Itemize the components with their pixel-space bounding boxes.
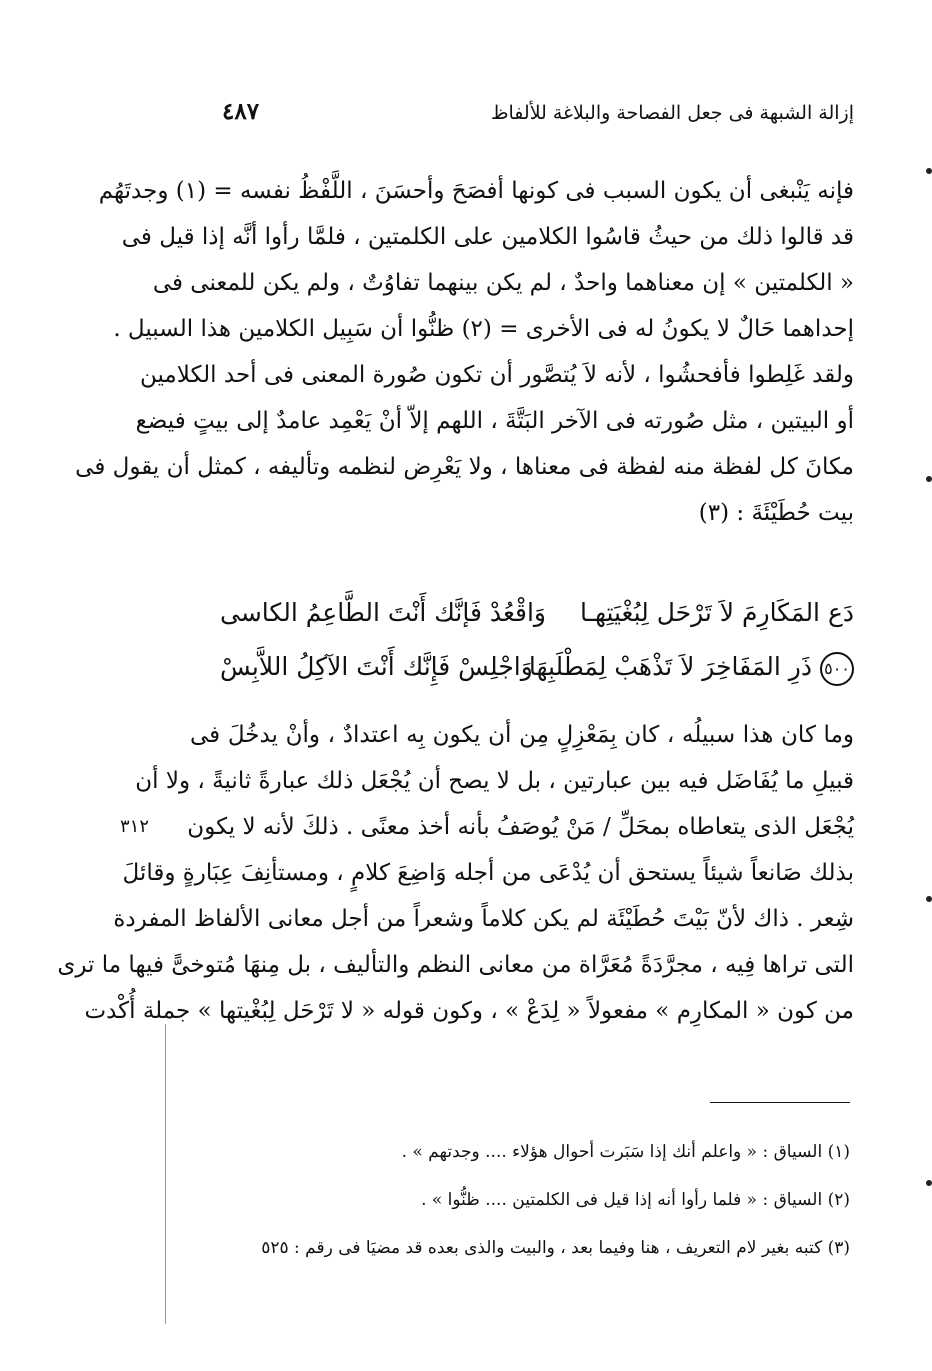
footnote-divider xyxy=(710,1102,850,1103)
poetry-verses xyxy=(220,586,854,694)
text-line: « الكلمتين » إن معناهما واحدٌ ، لم يكن بينهما تفاوُتٌ ، ولم يكن للمعنى فى xyxy=(152,270,854,296)
verse-second-hemistich: وَاجْلِسْ فَإِنَّك أَنْتَ الآكِلُ اللاَّبِسْ xyxy=(220,652,533,681)
text-line: شِعر . ذاك لأنّ بَيْتَ حُطَيْئَة لم يكن كلاماً وشعراً من أجل معانى الألفاظ المفردة xyxy=(113,906,854,932)
footnote: (١) السياق : « واعلم أنك إذا سَبَرت أحوال هؤلاء .... وجدتهم » . xyxy=(401,1142,850,1162)
text-line: وما كان هذا سبيلُه ، كان بِمَعْزِلٍ مِن أن يكون بِه اعتدادٌ ، وأنْ يدخُلَ فى xyxy=(190,722,854,748)
scan-edge-mark xyxy=(926,896,932,902)
verse-number-badge: ٥٠٠ xyxy=(820,652,854,686)
header-title: إزالة الشبهة فى جعل الفصاحة والبلاغة للألفاظ xyxy=(490,102,854,124)
footnote: (٣) كتبه بغير لام التعريف ، هنا وفيما بعد ، والبيت والذى بعده قد مضيَا فى رقم : ٥٢٥ xyxy=(261,1238,850,1258)
text-line: فإنه يَنْبغى أن يكون السبب فى كونها أفصَحَ وأحسَنَ ، اللَّفْظُ نفسه = (١) وجدتَهُم xyxy=(98,178,854,204)
running-header xyxy=(222,98,854,138)
verse-second-hemistich: وَاقْعُدْ فَإنَّك أَنْتَ الطَّاعِمُ الكاسى xyxy=(220,598,547,627)
scan-edge-mark xyxy=(926,476,932,482)
verse-line xyxy=(220,586,854,640)
margin-rule xyxy=(165,1024,166,1324)
text-line: بيت حُطَيْئَةَ : (٣) xyxy=(698,500,854,526)
text-line: التى تراها فِيه ، مجرَّدَةً مُعَرَّاة من معانى النظم والتأليف ، بل مِنهَا مُتوخىًّ فيها ما ترى xyxy=(57,952,854,978)
text-line: أو البيتين ، مثل صُورته فى الآخر البَتَّةَ ، اللهم إلاّ أنْ يَعْمِد عامدٌ إلى بيتٍ فيضع xyxy=(135,408,854,434)
margin-reference-number: ٣١٢ xyxy=(120,816,150,837)
text-line: قد قالوا ذلك من حيثُ قاسُوا الكلامين على الكلمتين ، فلمَّا رأوا أنَّه إذا قيل فى xyxy=(121,224,854,250)
verse-first-hemistich: دَع المَكَارِمَ لاَ تَرْحَل لِبُغْيَتِهـا xyxy=(580,598,854,627)
scan-edge-mark xyxy=(926,168,932,174)
footnote: (٢) السياق : « فلما رأوا أنه إذا قيل فى الكلمتين .... ظنُّوا » . xyxy=(421,1190,850,1210)
text-line: قبيلِ ما يُفَاضَل فيه بين عبارتين ، بل لا يصح أن يُجْعَل ذلك عبارةً ثانيةً ، ولا أن xyxy=(135,768,854,794)
text-line: بذلك صَانعاً شيئاً يستحق أن يُدْعَى من أجله وَاضِعَ كلامٍ ، ومستأنِفَ عِبَارةٍ وقائلَ xyxy=(122,860,854,886)
paragraph-top xyxy=(75,168,854,536)
verse-first-hemistich-wrap xyxy=(529,640,854,694)
scan-edge-mark xyxy=(926,1180,932,1186)
footnotes xyxy=(200,1128,850,1272)
text-line: إحداهما حَالٌ لا يكونُ له فى الأخرى = (٢) ظنُّوا أن سَبِيل الكلامين هذا السبيل . xyxy=(113,316,854,342)
text-line: يُجْعَل الذى يتعاطاه بمحَلِّ / مَنْ يُوصَفُ بأنه أخذ معنًى . ذلكَ لأنه لا يكون xyxy=(187,814,854,840)
verse-first-hemistich: ذَرِ المَفَاخِرَ لاَ تَذْهَبْ لِمَطْلَبِهَا xyxy=(528,652,812,681)
text-line: من كون « المكارِم » مفعولاً « لِدَعْ » ، وكون قوله « لا تَرْحَل لِبُغْيتها » جملة أُكْدت xyxy=(84,998,854,1024)
verse-line xyxy=(220,640,854,694)
page-number: ٤٨٧ xyxy=(222,98,260,125)
text-line: مكانَ كل لفظة منه لفظة فى معناها ، ولا يَعْرِض لنظمه وتأليفه ، كمثل أن يقول فى xyxy=(75,454,854,480)
text-line: ولقد غَلِطوا فأفحشُوا ، لأنه لاَ يُتصَّور أن تكون صُورة المعنى فى أحد الكلامين xyxy=(139,362,854,388)
